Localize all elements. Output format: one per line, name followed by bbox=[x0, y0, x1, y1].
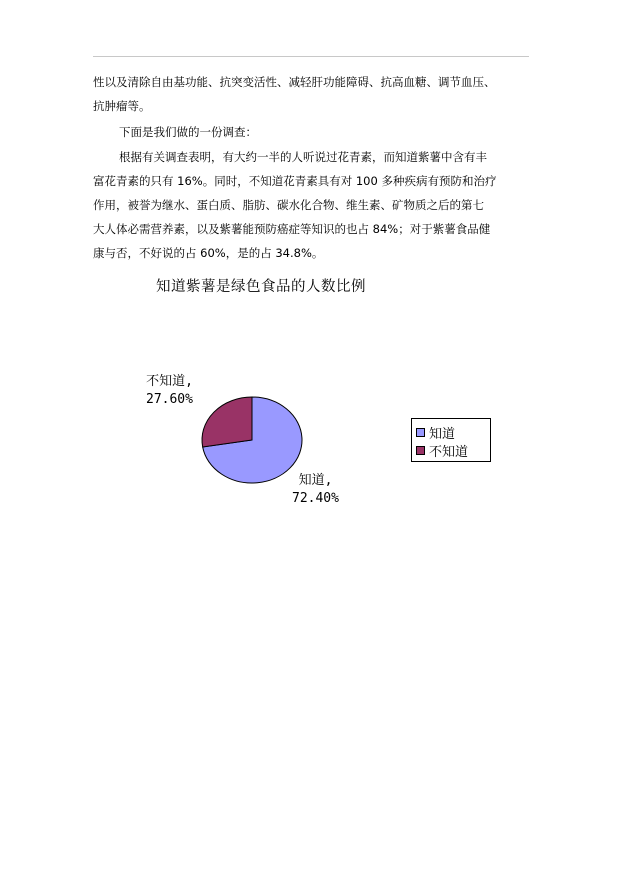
paragraph-3-line-5: 康与否，不好说的占 60%，是的占 34.8%。 bbox=[93, 246, 324, 260]
paragraph-3-line-1: 根据有关调查表明，有大约一半的人听说过花青素，而知道紫薯中含有丰 bbox=[119, 150, 487, 164]
paragraph-3-line-4: 大人体必需营养素，以及紫薯能预防癌症等知识的也占 84%；对于紫薯食品健 bbox=[93, 222, 491, 236]
pie-slice-dont-know bbox=[202, 397, 252, 447]
paragraph-2-line-1: 下面是我们做的一份调查： bbox=[119, 125, 257, 139]
paragraph-1-line-1: 性以及清除自由基功能、抗突变活性、减轻肝功能障碍、抗高血糖、调节血压、 bbox=[93, 75, 496, 89]
legend-label-know: 知道 bbox=[429, 426, 456, 442]
slice-label-dont-know-value: 27.60% bbox=[146, 392, 193, 407]
legend-label-dont-know: 不知道 bbox=[429, 444, 469, 460]
paragraph-1-line-2: 抗肿瘤等。 bbox=[93, 99, 151, 113]
slice-label-dont-know bbox=[146, 373, 193, 409]
legend-swatch-dont-know bbox=[416, 446, 425, 455]
chart-legend bbox=[411, 418, 491, 462]
legend-item-know bbox=[416, 423, 490, 441]
slice-label-dont-know-name: 不知道, bbox=[146, 374, 193, 389]
legend-item-dont-know bbox=[416, 441, 490, 459]
slice-label-know-value: 72.40% bbox=[292, 491, 339, 506]
chart-title: 知道紫薯是绿色食品的人数比例 bbox=[156, 279, 366, 295]
slice-label-know bbox=[292, 472, 339, 508]
paragraph-3-line-3: 作用，被誉为继水、蛋白质、脂肪、碳水化合物、维生素、矿物质之后的第七 bbox=[93, 198, 484, 212]
legend-swatch-know bbox=[416, 428, 425, 437]
slice-label-know-name: 知道, bbox=[298, 473, 333, 488]
paragraph-3-line-2: 富花青素的只有 16%。同时，不知道花青素具有对 100 多种疾病有预防和治疗 bbox=[93, 174, 497, 188]
